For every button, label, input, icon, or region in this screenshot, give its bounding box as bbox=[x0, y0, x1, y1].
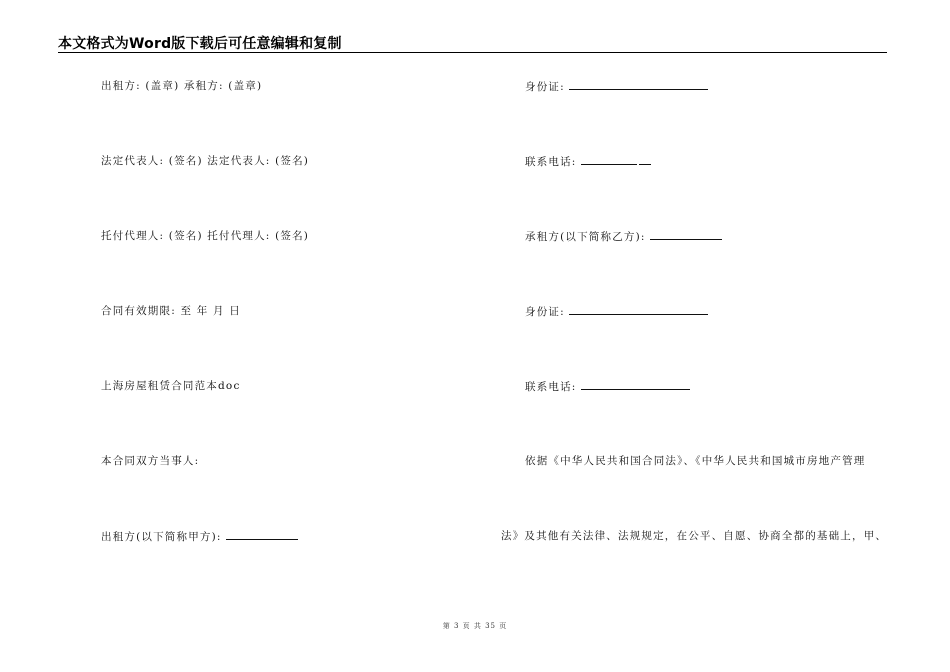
id-card-blank-2 bbox=[569, 304, 708, 315]
page-number-footer: 第 3 页 共 35 页 bbox=[442, 622, 508, 630]
contract-term-line: 合同有效期限: 至 年 月 日 bbox=[101, 305, 241, 317]
phone-label-2: 联系电话: bbox=[525, 381, 577, 393]
legal-representative-line: 法定代表人: (签名) 法定代表人: (签名) bbox=[101, 155, 310, 167]
id-card-line-1 bbox=[525, 79, 708, 94]
phone-blank-2 bbox=[581, 379, 690, 390]
legal-basis-line-1: 依据《中华人民共和国合同法》、《中华人民共和国城市房地产管理 bbox=[525, 455, 866, 467]
id-card-label-1: 身份证: bbox=[525, 81, 565, 93]
lessor-party-a-line bbox=[101, 529, 298, 544]
contract-template-title: 上海房屋租赁合同范本doc bbox=[101, 380, 241, 392]
lessor-party-a-label: 出租方(以下简称甲方): bbox=[101, 531, 222, 543]
id-card-label-2: 身份证: bbox=[525, 306, 565, 318]
lessor-party-a-blank bbox=[226, 529, 298, 540]
header-divider bbox=[58, 52, 887, 53]
lessor-lessee-seal-line: 出租方: (盖章) 承租方: (盖章) bbox=[101, 80, 263, 92]
phone-blank-1a bbox=[581, 154, 637, 165]
parties-heading: 本合同双方当事人: bbox=[101, 455, 200, 467]
authorized-agent-line: 托付代理人: (签名) 托付代理人: (签名) bbox=[101, 230, 310, 242]
document-header-title: 本文格式为Word版下载后可任意编辑和复制 bbox=[58, 36, 342, 52]
phone-line-2 bbox=[525, 379, 690, 394]
id-card-blank-1 bbox=[569, 79, 708, 90]
lessee-party-b-blank bbox=[650, 229, 722, 240]
lessee-party-b-label: 承租方(以下简称乙方): bbox=[525, 231, 646, 243]
id-card-line-2 bbox=[525, 304, 708, 319]
lessee-party-b-line bbox=[525, 229, 722, 244]
phone-line-1 bbox=[525, 154, 651, 169]
legal-basis-line-2: 法》及其他有关法律、法规规定，在公平、自愿、协商全都的基础上，甲、 bbox=[501, 530, 888, 542]
phone-label-1: 联系电话: bbox=[525, 156, 577, 168]
phone-blank-1b bbox=[639, 154, 651, 165]
